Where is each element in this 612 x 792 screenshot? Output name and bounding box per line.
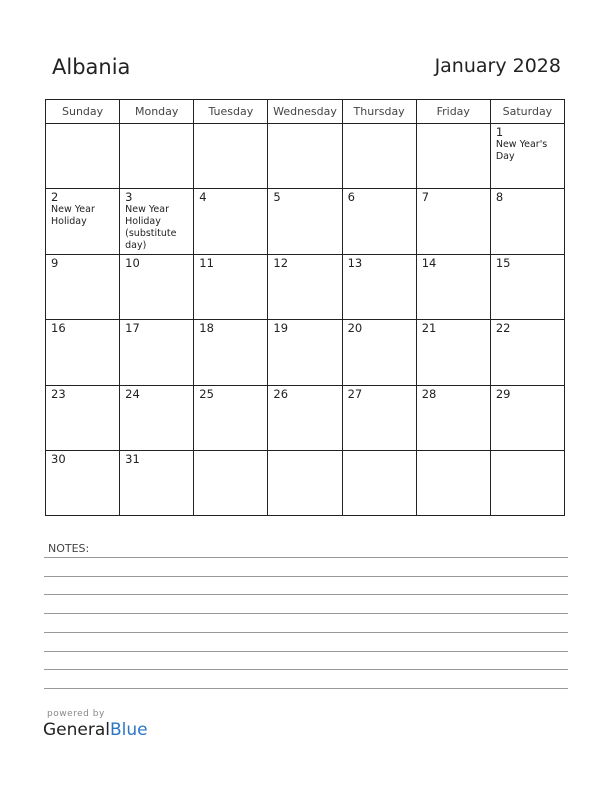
note-line xyxy=(44,688,568,689)
weekday-header: Wednesday xyxy=(268,100,342,124)
note-line xyxy=(44,594,568,595)
day-cell xyxy=(490,450,564,515)
day-number: 22 xyxy=(495,321,511,336)
day-cell xyxy=(416,189,490,255)
weekday-header: Friday xyxy=(416,100,490,124)
day-number: 5 xyxy=(273,190,281,205)
day-number: 11 xyxy=(199,256,214,271)
day-number: 14 xyxy=(421,256,437,271)
day-cell xyxy=(194,189,268,255)
day-number: 3 xyxy=(125,190,133,205)
weekday-header: Saturday xyxy=(490,100,564,124)
note-line xyxy=(44,651,568,652)
day-cell xyxy=(46,450,120,515)
day-cell xyxy=(490,255,564,320)
day-number: 19 xyxy=(273,321,289,336)
country-title: Albania xyxy=(52,55,131,79)
day-cell xyxy=(416,320,490,385)
day-cell xyxy=(120,189,194,255)
day-cell xyxy=(120,124,194,189)
weekday-header: Tuesday xyxy=(194,100,268,124)
week-row xyxy=(46,450,565,515)
day-cell xyxy=(46,189,120,255)
day-number: 12 xyxy=(273,256,289,271)
day-cell xyxy=(342,189,416,255)
week-row xyxy=(46,385,565,450)
day-number: 24 xyxy=(125,386,140,401)
day-cell xyxy=(46,255,120,320)
day-number: 25 xyxy=(199,386,214,401)
weekday-header-row xyxy=(46,100,565,124)
day-cell xyxy=(120,385,194,450)
weekday-header: Monday xyxy=(120,100,194,124)
week-row xyxy=(46,320,565,385)
holiday-label: New Year Holiday xyxy=(51,204,95,228)
day-cell xyxy=(416,385,490,450)
note-line xyxy=(44,557,568,558)
holiday-label: New Year's Day xyxy=(495,139,548,162)
day-cell xyxy=(120,255,194,320)
day-cell xyxy=(268,450,342,515)
day-number: 29 xyxy=(495,386,511,401)
day-number: 13 xyxy=(347,256,363,271)
powered-by-text: powered by xyxy=(47,709,105,719)
day-cell xyxy=(342,450,416,515)
day-cell xyxy=(268,320,342,385)
month-title: January 2028 xyxy=(434,55,561,77)
day-cell xyxy=(490,124,564,189)
day-number: 8 xyxy=(495,190,504,205)
day-number: 27 xyxy=(347,386,363,401)
day-cell xyxy=(194,385,268,450)
day-number: 28 xyxy=(421,386,437,401)
day-number: 31 xyxy=(125,451,140,466)
day-cell xyxy=(342,385,416,450)
brand-general: General xyxy=(43,720,110,740)
day-number: 7 xyxy=(421,190,430,205)
day-number: 15 xyxy=(495,256,511,271)
day-cell xyxy=(490,320,564,385)
day-number: 4 xyxy=(199,190,207,205)
day-number: 2 xyxy=(51,190,59,205)
day-cell xyxy=(342,255,416,320)
day-number: 16 xyxy=(51,321,66,336)
day-number: 18 xyxy=(199,321,214,336)
day-number: 21 xyxy=(421,321,437,336)
week-row xyxy=(46,189,565,255)
day-cell xyxy=(416,255,490,320)
day-cell xyxy=(416,450,490,515)
note-line xyxy=(44,632,568,633)
day-cell xyxy=(342,124,416,189)
day-number: 17 xyxy=(125,321,140,336)
day-cell xyxy=(268,189,342,255)
weekday-header: Thursday xyxy=(342,100,416,124)
day-cell xyxy=(120,320,194,385)
weekday-header: Sunday xyxy=(46,100,120,124)
week-row xyxy=(46,124,565,189)
day-number: 20 xyxy=(347,321,363,336)
note-line xyxy=(44,669,568,670)
day-cell xyxy=(194,450,268,515)
day-cell xyxy=(46,385,120,450)
note-line xyxy=(44,613,568,614)
day-cell xyxy=(194,320,268,385)
day-number: 9 xyxy=(51,256,59,271)
day-cell xyxy=(268,255,342,320)
brand-logo[interactable] xyxy=(43,720,148,740)
day-number: 23 xyxy=(51,386,66,401)
note-line xyxy=(44,576,568,577)
day-number: 26 xyxy=(273,386,289,401)
day-cell xyxy=(342,320,416,385)
day-cell xyxy=(268,124,342,189)
day-cell xyxy=(194,124,268,189)
day-number: 6 xyxy=(347,190,355,205)
day-cell xyxy=(46,124,120,189)
brand-blue: Blue xyxy=(110,720,148,740)
day-cell xyxy=(416,124,490,189)
notes-label: NOTES: xyxy=(48,542,90,555)
day-number: 30 xyxy=(51,451,66,466)
day-cell xyxy=(490,189,564,255)
day-cell xyxy=(268,385,342,450)
day-number: 1 xyxy=(495,125,504,139)
day-cell xyxy=(490,385,564,450)
week-row xyxy=(46,255,565,320)
day-cell xyxy=(194,255,268,320)
day-cell xyxy=(120,450,194,515)
day-cell xyxy=(46,320,120,385)
calendar-grid xyxy=(45,99,565,516)
day-number: 10 xyxy=(125,256,140,271)
holiday-label: New Year Holiday (substitute day) xyxy=(125,204,177,252)
